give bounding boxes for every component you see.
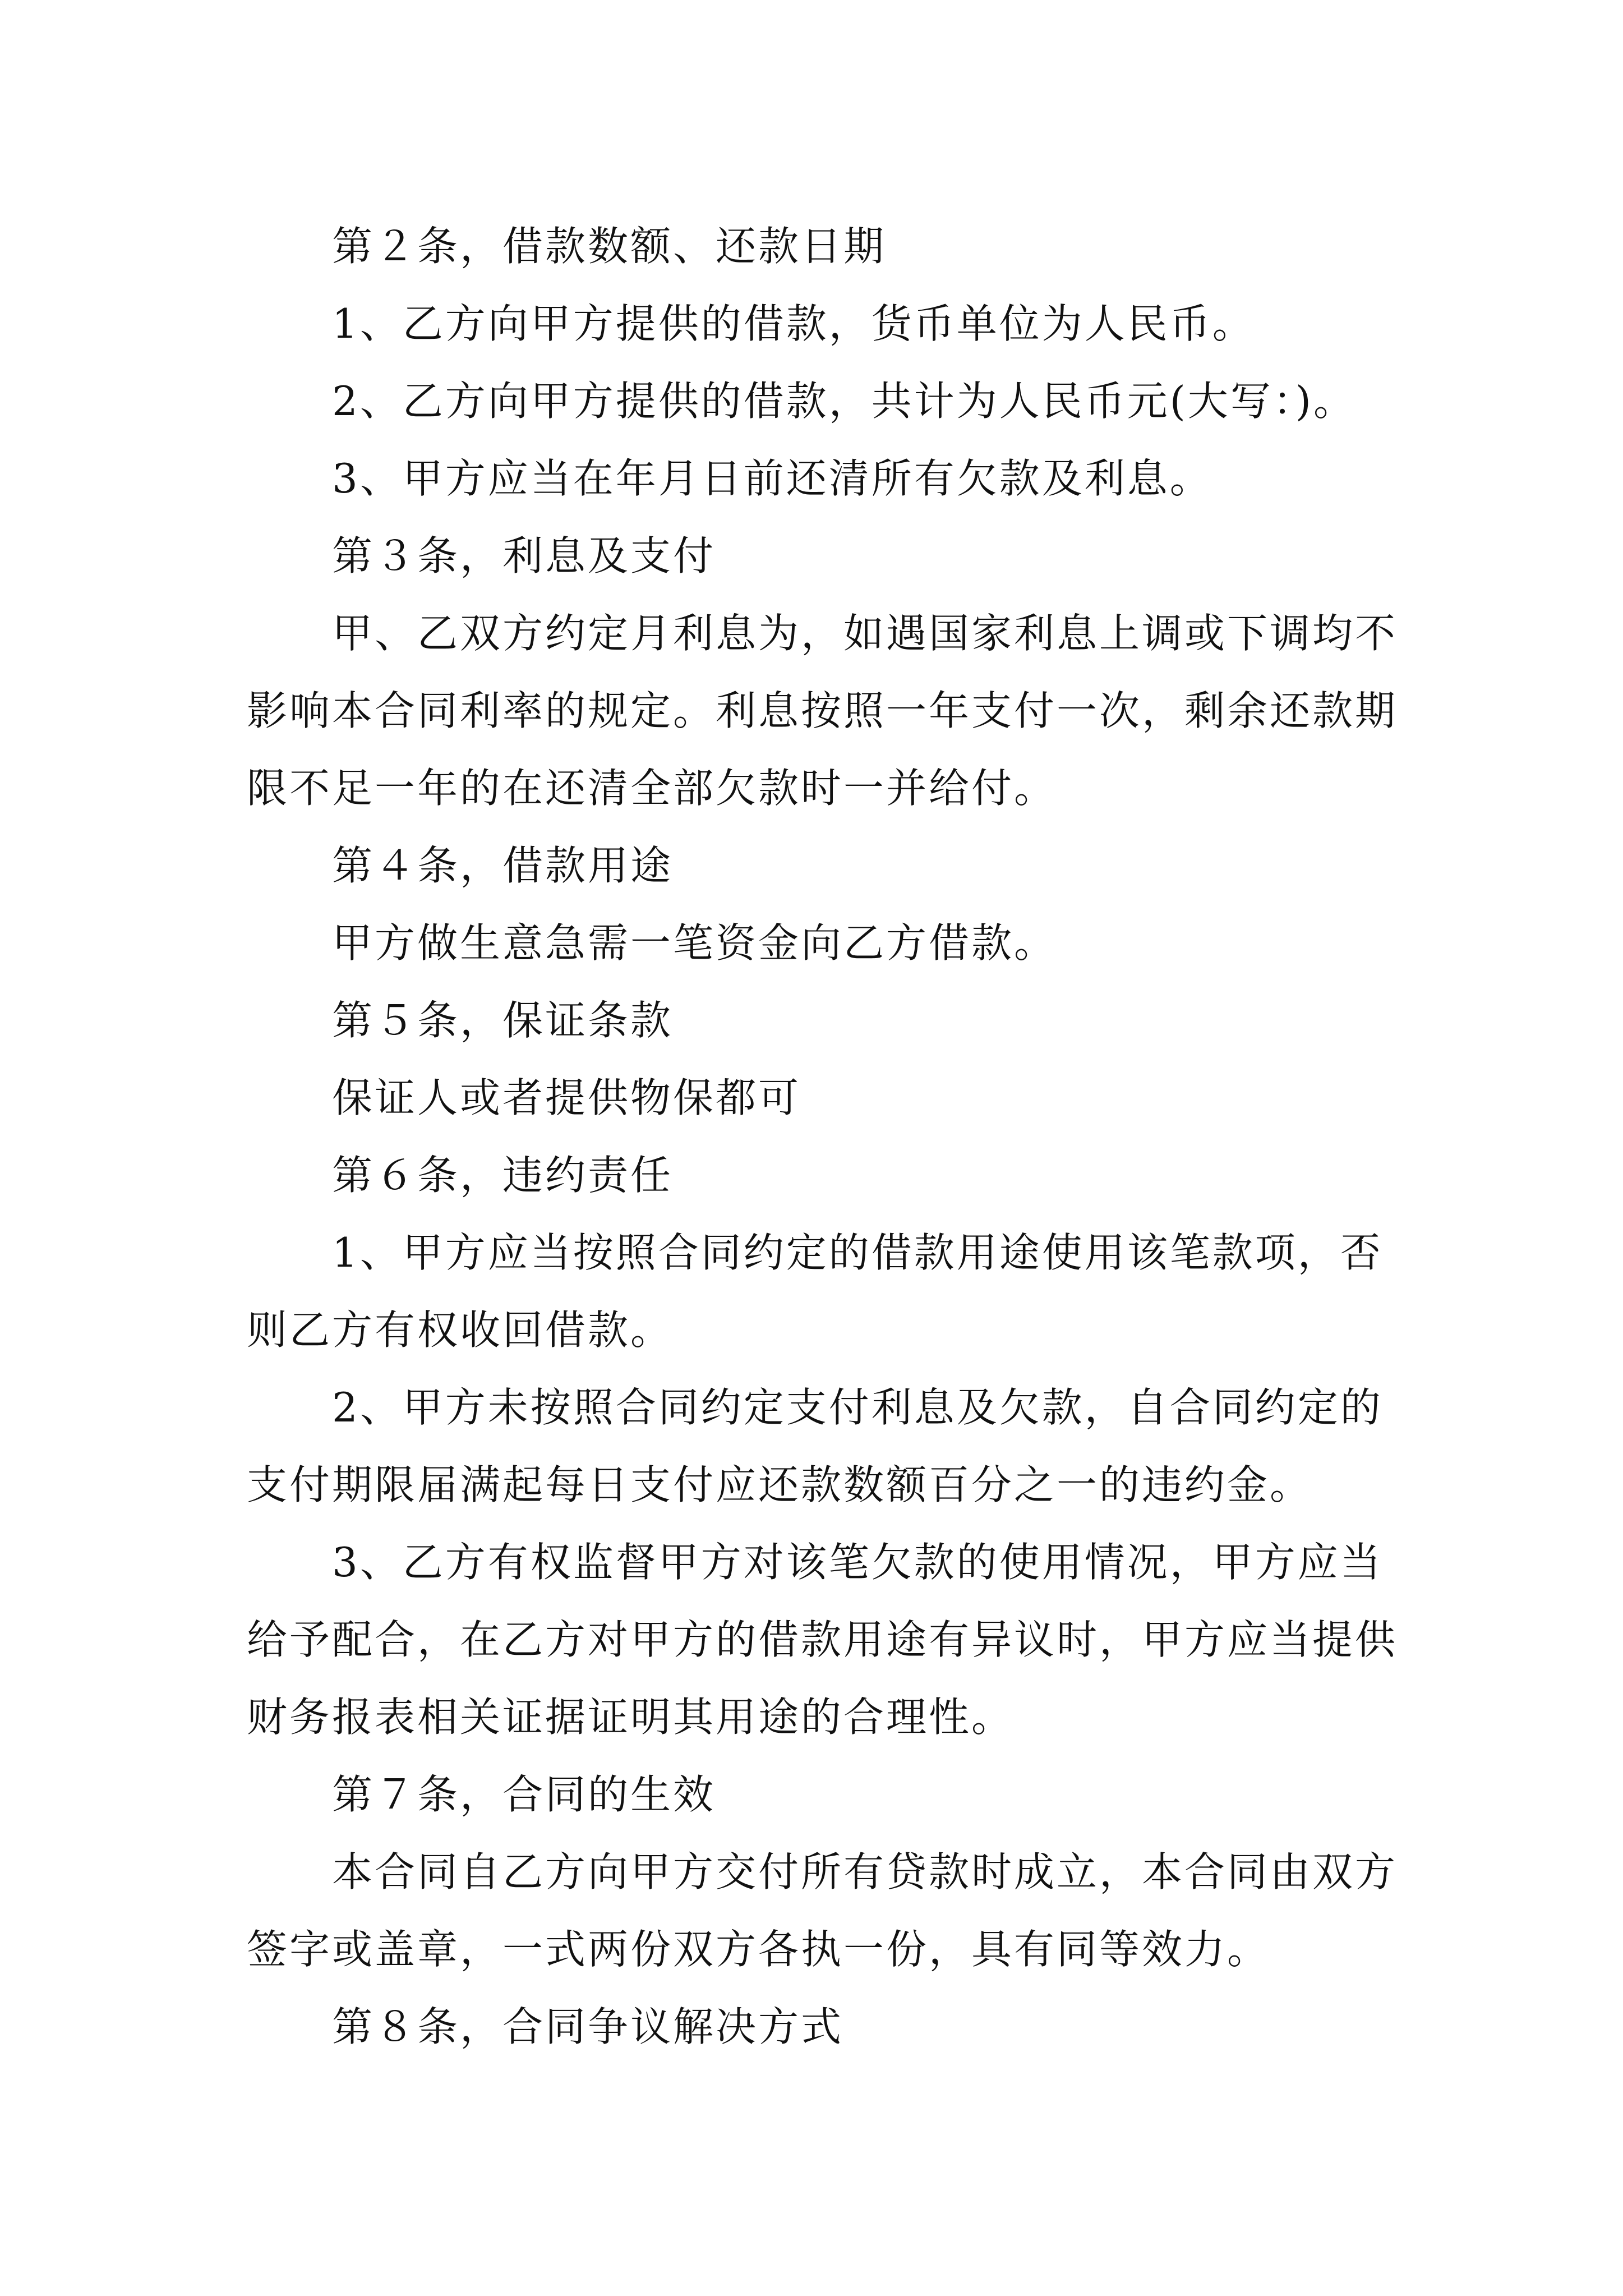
clause-6-2: 2、甲方未按照合同约定支付利息及欠款，自合同约定的支付期限届满起每日支付应还款数额百分之一的违约金。 xyxy=(247,1384,1383,1508)
section-heading-2: 第２条，借款数额、还款日期 xyxy=(332,223,887,270)
document-body xyxy=(247,208,1413,2065)
section-heading-6: 第６条，违约责任 xyxy=(332,1152,674,1199)
clause-4-body: 甲方做生意急需一笔资金向乙方借款。 xyxy=(332,919,1057,967)
section-heading-4: 第４条，借款用途 xyxy=(332,842,674,889)
clause-2-3: 3、甲方应当在年月日前还清所有欠款及利息。 xyxy=(332,455,1212,502)
clause-7-body: 本合同自乙方向甲方交付所有贷款时成立，本合同由双方签字或盖章，一式两份双方各执一份，具有同等效力。 xyxy=(247,1848,1398,1973)
section-heading-8: 第８条，合同争议解决方式 xyxy=(332,2003,844,2050)
section-heading-3: 第３条，利息及支付 xyxy=(332,532,716,579)
section-heading-7: 第７条，合同的生效 xyxy=(332,1771,716,1818)
section-heading-5: 第５条，保证条款 xyxy=(332,997,674,1044)
clause-2-1: 1、乙方向甲方提供的借款，货币单位为人民币。 xyxy=(332,300,1255,347)
clause-5-body: 保证人或者提供物保都可 xyxy=(332,1074,801,1121)
clause-3-body: 甲、乙双方约定月利息为，如遇国家利息上调或下调均不影响本合同利率的规定。利息按照一年支付一次，剩余还款期限不足一年的在还清全部欠款时一并给付。 xyxy=(247,610,1398,812)
clause-6-1: 1、甲方应当按照合同约定的借款用途使用该笔款项，否则乙方有权收回借款。 xyxy=(247,1229,1383,1354)
clause-6-3: 3、乙方有权监督甲方对该笔欠款的使用情况，甲方应当给予配合，在乙方对甲方的借款用途有异议时，甲方应当提供财务报表相关证据证明其用途的合理性。 xyxy=(247,1539,1398,1741)
clause-2-2: 2、乙方向甲方提供的借款，共计为人民币元(大写：)。 xyxy=(332,378,1356,425)
